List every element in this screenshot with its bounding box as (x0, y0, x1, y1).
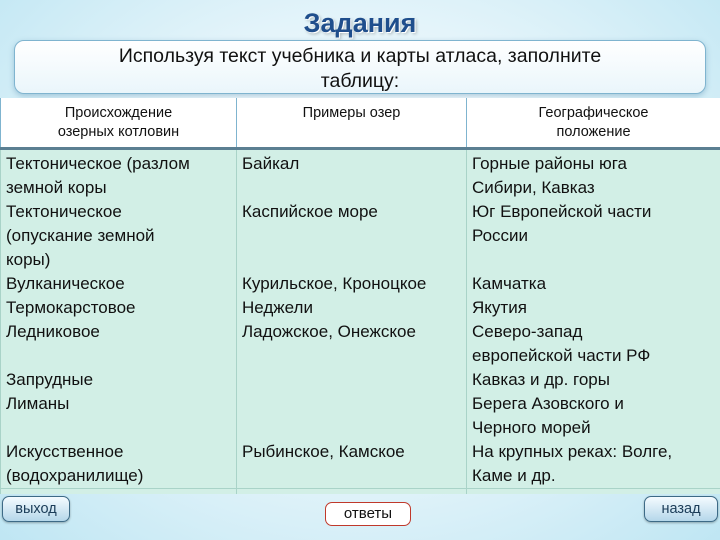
lakes-table (0, 98, 720, 494)
table-row-tail (1, 488, 720, 494)
exit-button[interactable]: выход (2, 496, 70, 522)
cell-line: Кавказ и др. горы (472, 369, 610, 389)
cell-line (242, 248, 462, 272)
instruction-box (14, 40, 706, 94)
cell-line: Горные районы юга (472, 153, 627, 173)
tail-cell (1, 488, 237, 494)
cell-line: Лиманы (6, 393, 70, 413)
table-header-row (1, 98, 720, 148)
cell-line: Байкал (242, 153, 300, 173)
header-location (467, 98, 720, 148)
tail-cell (237, 488, 467, 494)
cell-line: Черного морей (472, 417, 591, 437)
examples-cell (237, 148, 467, 488)
cell-line (242, 392, 462, 416)
cell-line: На крупных реках: Волге, (472, 441, 673, 461)
cell-line: Камчатка (472, 273, 547, 293)
cell-line: Юг Европейской части (472, 201, 652, 221)
cell-line: (водохранилище) (6, 465, 144, 485)
cell-line: Термокарстовое (6, 297, 136, 317)
cell-line (242, 464, 462, 488)
origin-cell (1, 148, 237, 488)
cell-line: Вулканическое (6, 273, 125, 293)
cell-line: Берега Азовского и (472, 393, 624, 413)
cell-line: Северо-запад (472, 321, 583, 341)
cell-line: коры) (6, 249, 51, 269)
cell-line (242, 176, 462, 200)
cell-line: (опускание земной (6, 225, 155, 245)
cell-line: Рыбинское, Камское (242, 441, 405, 461)
cell-line: Ледниковое (6, 321, 100, 341)
cell-line (6, 344, 232, 368)
cell-line: Каме и др. (472, 465, 556, 485)
answers-button[interactable]: ответы (325, 502, 411, 526)
instruction-line-2: таблицу: (320, 70, 400, 92)
cell-line: Курильское, Кроноцкое (242, 273, 427, 293)
header-line: Примеры озер (302, 105, 401, 121)
header-line: озерных котловин (57, 124, 180, 140)
header-line: Географическое (538, 105, 649, 121)
cell-line: Якутия (472, 297, 527, 317)
cell-line: Ладожское, Онежское (242, 321, 416, 341)
cell-line: Неджели (242, 297, 313, 317)
cell-line (242, 416, 462, 440)
back-button[interactable]: назад (644, 496, 718, 522)
instruction-line-1: Используя текст учебника и карты атласа, заполните (118, 45, 602, 67)
cell-line (242, 368, 462, 392)
location-cell (467, 148, 720, 488)
cell-line (472, 248, 716, 272)
cell-line (6, 416, 232, 440)
slide-title: Задания (303, 8, 417, 38)
header-line: положение (556, 124, 631, 140)
cell-line: Сибири, Кавказ (472, 177, 595, 197)
cell-line: европейской части РФ (472, 345, 651, 365)
cell-line: Каспийское море (242, 201, 378, 221)
header-origin (1, 98, 237, 148)
cell-line: земной коры (6, 177, 107, 197)
header-line: Происхождение (64, 105, 173, 121)
cell-line: Искусственное (6, 441, 124, 461)
tail-cell (467, 488, 720, 494)
table-row (1, 148, 720, 488)
cell-line (242, 224, 462, 248)
cell-line: Тектоническое (разлом (6, 153, 190, 173)
header-examples (237, 98, 467, 148)
cell-line: Тектоническое (6, 201, 122, 221)
cell-line (242, 344, 462, 368)
cell-line: России (472, 225, 529, 245)
cell-line: Запрудные (6, 369, 94, 389)
